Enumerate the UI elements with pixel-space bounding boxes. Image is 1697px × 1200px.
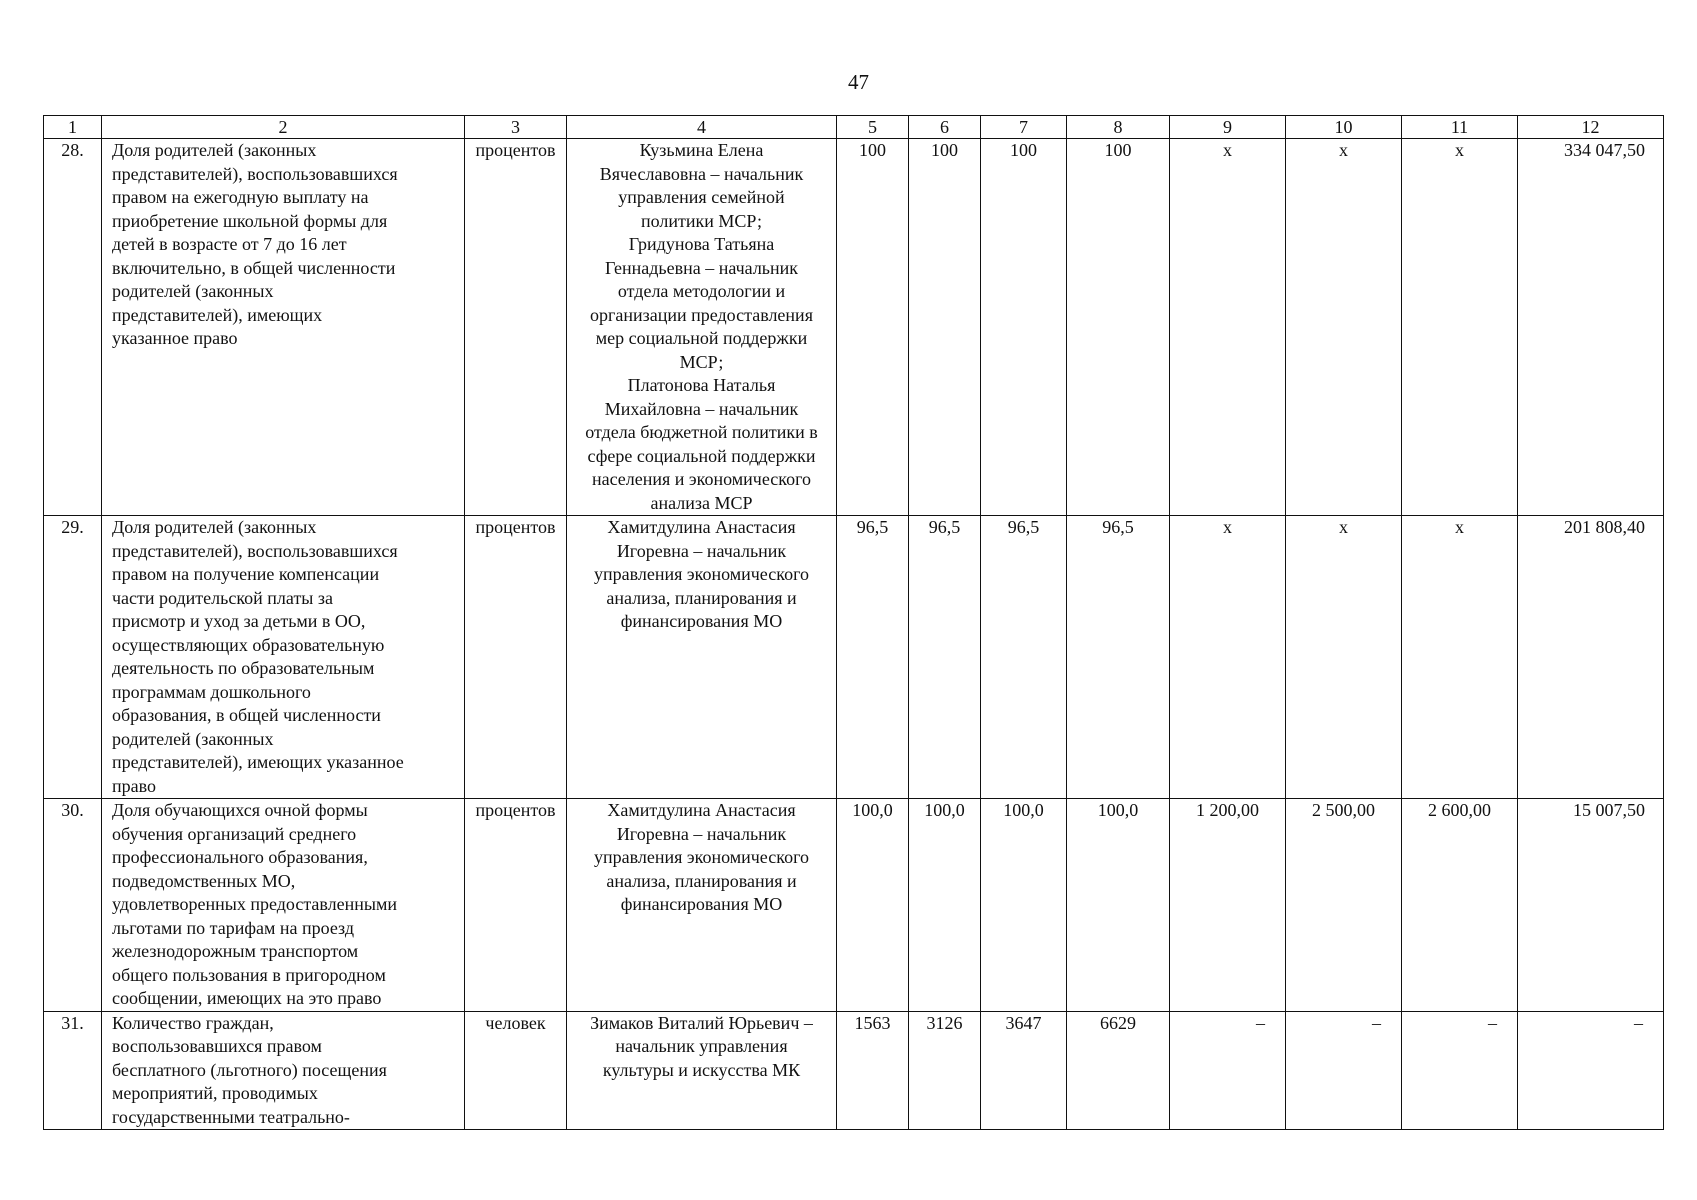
responsible-line: отдела методологии и (617, 281, 786, 301)
responsible-line: управления экономического (593, 847, 809, 867)
description-line: представителей), воспользовавшихся (112, 540, 398, 561)
value-cell-12: 334 047,50 (1518, 139, 1664, 516)
description-line: льготами по тарифам на проезд (112, 917, 354, 938)
column-header: 6 (909, 116, 981, 139)
description-line: осуществляющих образовательную (112, 634, 385, 655)
description-line: железнодорожным транспортом (112, 941, 359, 961)
description-line: Доля родителей (законных (112, 140, 317, 160)
responsible-line: сфере социальной поддержки (587, 445, 816, 466)
row-number: 30. (44, 799, 102, 1012)
responsible-line: начальник управления (615, 1036, 788, 1056)
responsible-line: Хамитдулина Анастасия (607, 517, 796, 537)
description-line: представителей), имеющих (112, 304, 323, 325)
value-cell-5: 100,0 (837, 799, 909, 1012)
value-cell-7: 96,5 (981, 516, 1067, 799)
description-line: обучения организаций среднего (112, 823, 357, 844)
value-cell-10: х (1286, 516, 1402, 799)
description-line: подведомственных МО, (112, 870, 296, 891)
description-line: мероприятий, проводимых (112, 1083, 318, 1103)
responsible-line: финансирования МО (620, 611, 783, 631)
column-header: 9 (1170, 116, 1286, 139)
responsible-line: Михайловна – начальник (604, 398, 799, 419)
page-number: 47 (848, 70, 869, 94)
value-cell-11: х (1402, 516, 1518, 799)
description-line: государственными театрально- (112, 1106, 350, 1127)
responsible-person (567, 799, 837, 1012)
responsible-line: Хамитдулина Анастасия (607, 800, 796, 820)
value-cell-6: 100,0 (909, 799, 981, 1012)
description-line: сообщении, имеющих на это право (112, 988, 382, 1008)
responsible-line: культуры и искусства МК (602, 1059, 801, 1080)
description-line: Количество граждан, (112, 1012, 274, 1033)
unit-cell: процентов (465, 139, 567, 516)
description-line: части родительской платы за (112, 587, 334, 608)
description-line: представителей), воспользовавшихся (112, 163, 398, 184)
value-cell-8: 96,5 (1067, 516, 1170, 799)
responsible-line: анализа, планирования и (606, 587, 797, 608)
description-line: право (112, 775, 156, 796)
value-cell-7: 3647 (981, 1011, 1067, 1130)
responsible-line: управления экономического (593, 564, 809, 584)
responsible-line: Гридунова Татьяна (628, 234, 775, 254)
value-cell-10: х (1286, 139, 1402, 516)
value-cell-9: 1 200,00 (1170, 799, 1286, 1012)
responsible-person (567, 516, 837, 799)
description-line: профессионального образования, (112, 847, 368, 867)
responsible-line: Игоревна – начальник (616, 540, 787, 561)
description-line: бесплатного (льготного) посещения (112, 1059, 387, 1080)
description-line: удовлетворенных предоставленными (112, 894, 398, 914)
description-line: общего пользования в пригородном (112, 964, 386, 985)
unit-cell: процентов (465, 799, 567, 1012)
indicator-description (102, 1011, 465, 1130)
value-cell-12: – (1518, 1011, 1664, 1130)
responsible-line: мер социальной поддержки (595, 328, 808, 348)
description-line: правом на ежегодную выплату на (112, 187, 369, 207)
description-line: воспользовавшихся правом (112, 1036, 322, 1056)
responsible-line: МСР; (679, 351, 724, 372)
responsible-person (567, 1011, 837, 1130)
value-cell-6: 96,5 (909, 516, 981, 799)
description-line: присмотр и уход за детьми в ОО, (112, 611, 366, 631)
value-cell-7: 100,0 (981, 799, 1067, 1012)
column-header: 11 (1402, 116, 1518, 139)
table-row (44, 1011, 1664, 1130)
value-cell-7: 100 (981, 139, 1067, 516)
description-line: образования, в общей численности (112, 705, 381, 725)
description-line: представителей), имеющих указанное (112, 752, 404, 772)
responsible-line: Кузьмина Елена (639, 140, 764, 160)
column-header: 3 (465, 116, 567, 139)
column-number-row (44, 116, 1664, 139)
value-cell-12: 201 808,40 (1518, 516, 1664, 799)
column-header: 8 (1067, 116, 1170, 139)
value-cell-10: 2 500,00 (1286, 799, 1402, 1012)
description-line: Доля обучающихся очной формы (112, 800, 368, 820)
description-line: указанное право (112, 328, 238, 348)
responsible-line: анализа МСР (650, 492, 753, 513)
unit-cell: человек (465, 1011, 567, 1130)
indicator-description (102, 139, 465, 516)
responsible-line: финансирования МО (620, 894, 783, 914)
value-cell-9: – (1170, 1011, 1286, 1130)
row-number: 29. (44, 516, 102, 799)
value-cell-11: х (1402, 139, 1518, 516)
value-cell-8: 100,0 (1067, 799, 1170, 1012)
value-cell-5: 96,5 (837, 516, 909, 799)
responsible-line: Платонова Наталья (627, 375, 776, 395)
column-header: 4 (567, 116, 837, 139)
value-cell-9: х (1170, 139, 1286, 516)
responsible-line: анализа, планирования и (606, 870, 797, 891)
description-line: родителей (законных (112, 728, 274, 749)
table-row (44, 139, 1664, 516)
indicator-description (102, 516, 465, 799)
description-line: деятельность по образовательным (112, 658, 375, 678)
responsible-line: населения и экономического (591, 469, 812, 489)
row-number: 28. (44, 139, 102, 516)
responsible-line: Геннадьевна – начальник (604, 257, 799, 278)
responsible-line: политики МСР; (640, 210, 763, 231)
column-header: 2 (102, 116, 465, 139)
responsible-line: отдела бюджетной политики в (585, 422, 818, 442)
description-line: приобретение школьной формы для (112, 210, 388, 231)
responsible-line: Вячеславовна – начальник (599, 163, 804, 184)
indicator-description (102, 799, 465, 1012)
column-header: 10 (1286, 116, 1402, 139)
table-row (44, 516, 1664, 799)
column-header: 12 (1518, 116, 1664, 139)
table-row (44, 799, 1664, 1012)
value-cell-9: х (1170, 516, 1286, 799)
row-number: 31. (44, 1011, 102, 1130)
column-header: 1 (44, 116, 102, 139)
responsible-line: организации предоставления (590, 304, 813, 325)
description-line: родителей (законных (112, 281, 274, 301)
value-cell-11: – (1402, 1011, 1518, 1130)
description-line: Доля родителей (законных (112, 517, 317, 537)
responsible-line: управления семейной (618, 187, 785, 207)
description-line: включительно, в общей численности (112, 257, 396, 278)
column-header: 7 (981, 116, 1067, 139)
value-cell-8: 6629 (1067, 1011, 1170, 1130)
value-cell-5: 100 (837, 139, 909, 516)
description-line: детей в возрасте от 7 до 16 лет (112, 234, 347, 254)
value-cell-8: 100 (1067, 139, 1170, 516)
responsible-line: Игоревна – начальник (616, 823, 787, 844)
value-cell-6: 3126 (909, 1011, 981, 1130)
value-cell-5: 1563 (837, 1011, 909, 1130)
responsible-person (567, 139, 837, 516)
value-cell-10: – (1286, 1011, 1402, 1130)
responsible-line: Зимаков Виталий Юрьевич – (590, 1012, 813, 1033)
description-line: программам дошкольного (112, 681, 311, 702)
indicators-table (43, 115, 1664, 1130)
value-cell-12: 15 007,50 (1518, 799, 1664, 1012)
description-line: правом на получение компенсации (112, 564, 380, 584)
column-header: 5 (837, 116, 909, 139)
unit-cell: процентов (465, 516, 567, 799)
value-cell-11: 2 600,00 (1402, 799, 1518, 1012)
value-cell-6: 100 (909, 139, 981, 516)
